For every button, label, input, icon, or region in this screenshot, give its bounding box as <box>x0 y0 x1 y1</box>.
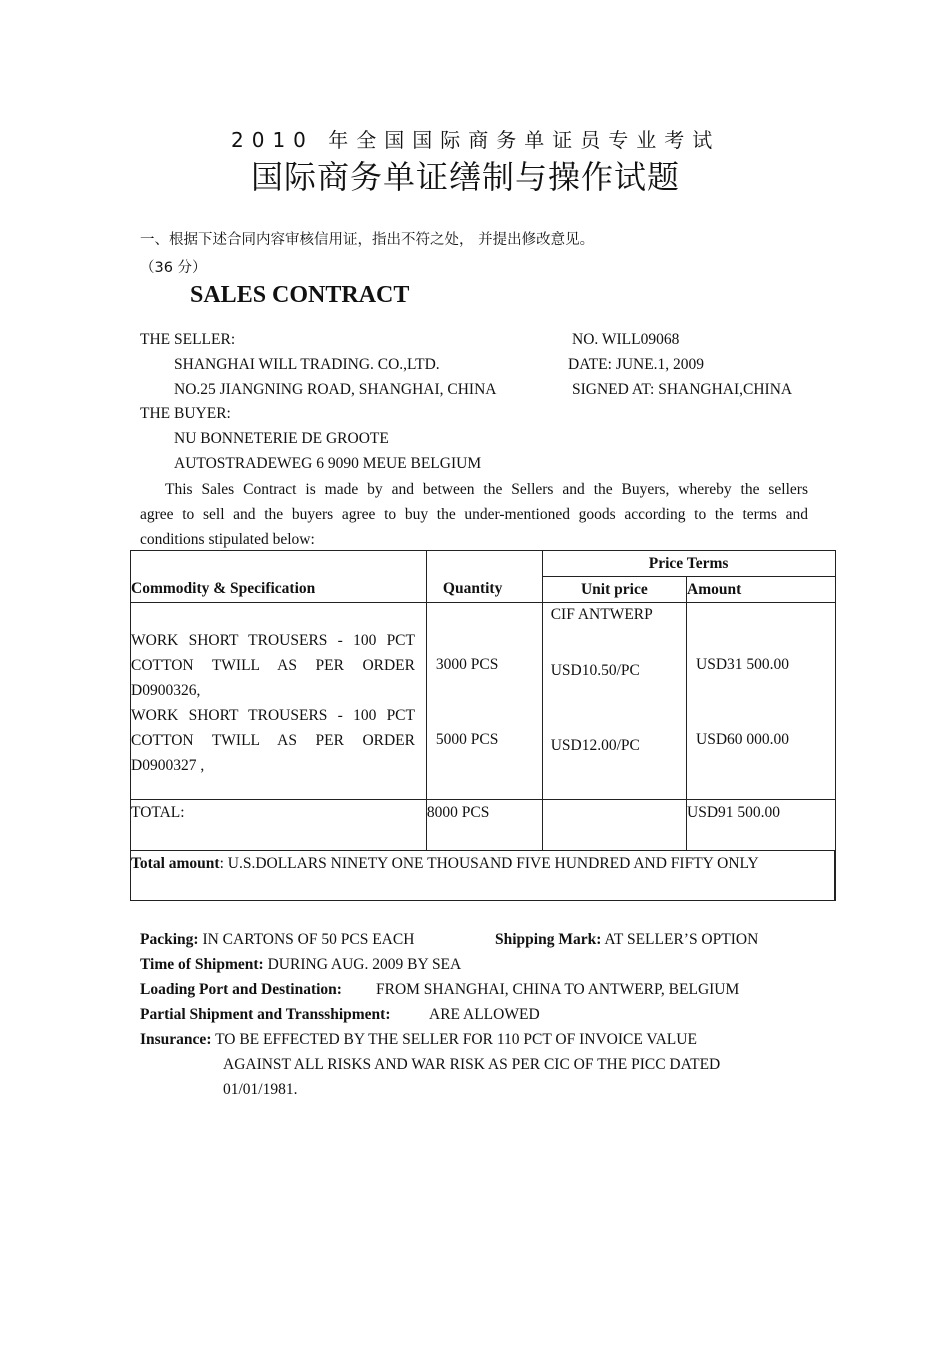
intro-line-1: This Sales Contract is made by and between the Sellers and the Buyers, whereby the sellers <box>165 481 808 498</box>
ports-value: FROM SHANGHAI, CHINA TO ANTWERP, BELGIUM <box>376 981 740 998</box>
quantity-cell <box>426 603 542 800</box>
list-item: WORK SHORT TROUSERS - 100 PCT COTTON TWILL AS PER ORDER D0900327 , <box>131 707 415 774</box>
total-label: TOTAL: <box>131 800 427 851</box>
contract-number: NO. WILL09068 <box>572 331 680 348</box>
signed-at: SIGNED AT: SHANGHAI,CHINA <box>572 381 793 398</box>
quantity-value: 3000 PCS <box>435 656 499 673</box>
contract-date: DATE: JUNE.1, 2009 <box>568 356 705 373</box>
shipping-mark-term: Shipping Mark: AT SELLER’S OPTION <box>495 931 759 948</box>
ports-term: Loading Port and Destination: <box>140 981 342 998</box>
exam-title: 2010 年全国国际商务单证员专业考试 <box>231 128 721 152</box>
seller-address: NO.25 JIANGNING ROAD, SHANGHAI, CHINA <box>174 381 497 398</box>
header-unit-price: Unit price <box>542 577 686 603</box>
buyer-address: AUTOSTRADEWEG 6 9090 MEUE BELGIUM <box>174 455 482 472</box>
list-item: WORK SHORT TROUSERS - 100 PCT COTTON TWILL AS PER ORDER D0900326, <box>131 632 415 699</box>
header-price-terms: Price Terms <box>542 551 835 577</box>
question-score: （36 分） <box>140 260 207 276</box>
total-amount: USD91 500.00 <box>687 800 835 851</box>
shipment-time-term: Time of Shipment: DURING AUG. 2009 BY SEA <box>140 956 462 973</box>
amount-value: USD31 500.00 <box>696 656 790 673</box>
unit-price-value: USD10.50/PC <box>550 662 640 679</box>
buyer-label: THE BUYER: <box>140 405 231 422</box>
total-empty-cell <box>542 800 686 851</box>
header-amount: Amount <box>687 577 835 603</box>
trade-term: CIF ANTWERP <box>550 606 653 623</box>
contract-title: SALES CONTRACT <box>190 282 410 308</box>
partial-shipment-value: ARE ALLOWED <box>429 1006 540 1023</box>
intro-line-2: agree to sell and the buyers agree to buy the under-mentioned goods according to the terms and <box>140 506 808 523</box>
total-quantity: 8000 PCS <box>426 800 542 851</box>
insurance-line-3: 01/01/1981. <box>223 1081 298 1098</box>
packing-term: Packing: IN CARTONS OF 50 PCS EACH <box>140 931 415 948</box>
question-instruction: 一、根据下述合同内容审核信用证，指出不符之处， 并提出修改意见。 <box>140 232 595 248</box>
commodity-cell <box>131 603 427 800</box>
amount-value: USD60 000.00 <box>696 731 790 748</box>
seller-label: THE SELLER: <box>140 331 236 348</box>
buyer-name: NU BONNETERIE DE GROOTE <box>174 430 389 447</box>
goods-table <box>130 550 836 901</box>
partial-shipment-term: Partial Shipment and Transshipment: <box>140 1006 391 1023</box>
unit-price-value: USD12.00/PC <box>550 737 640 754</box>
header-commodity: Commodity & Specification <box>131 551 427 603</box>
intro-line-3: conditions stipulated below: <box>140 531 315 548</box>
insurance-line-2: AGAINST ALL RISKS AND WAR RISK AS PER CIC OF THE PICC DATED <box>223 1056 721 1073</box>
paper-title: 国际商务单证缮制与操作试题 <box>251 158 681 196</box>
unit-price-cell <box>542 603 686 800</box>
amount-cell <box>687 603 835 800</box>
total-in-words: Total amount: U.S.DOLLARS NINETY ONE THOUSAND FIVE HUNDRED AND FIFTY ONLY <box>131 851 836 901</box>
header-quantity: Quantity <box>426 551 542 603</box>
quantity-value: 5000 PCS <box>435 731 499 748</box>
seller-name: SHANGHAI WILL TRADING. CO.,LTD. <box>174 356 440 373</box>
insurance-term: Insurance: TO BE EFFECTED BY THE SELLER FOR 110 PCT OF INVOICE VALUE <box>140 1031 697 1048</box>
